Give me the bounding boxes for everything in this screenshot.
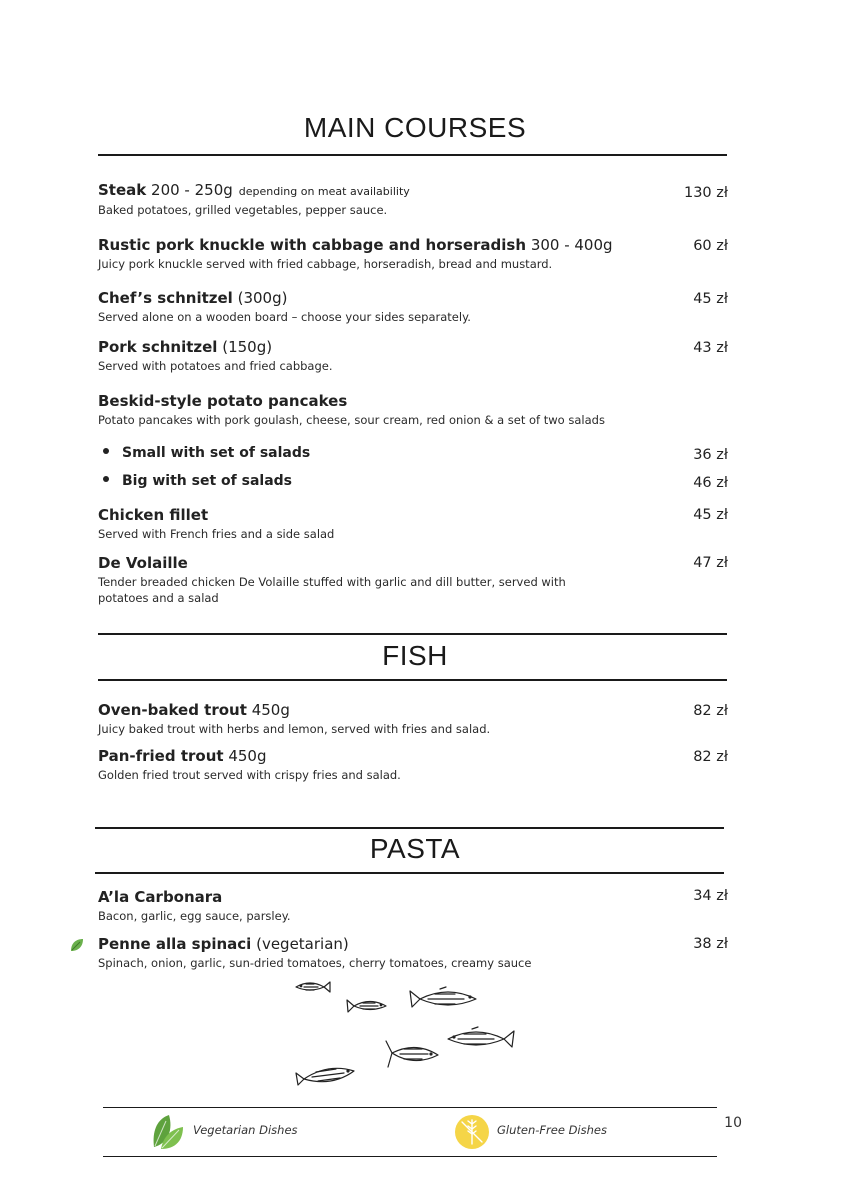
- legend-gluten-free-label: Gluten-Free Dishes: [497, 1123, 607, 1137]
- fish-icon: [296, 982, 330, 992]
- menu-item-pork-knuckle: [98, 236, 728, 272]
- item-size: 200 - 250g: [151, 181, 233, 199]
- section-title-pasta: PASTA: [369, 833, 461, 864]
- divider: [95, 827, 724, 829]
- page-number: 10: [724, 1115, 742, 1131]
- fish-icon: [448, 1027, 514, 1047]
- bullet-icon: [103, 476, 109, 482]
- section-title-fish: FISH: [382, 640, 448, 671]
- option-small: [98, 445, 728, 461]
- item-name: Pan-fried trout: [98, 747, 224, 765]
- bullet-icon: [103, 448, 109, 454]
- wheat-icon: [454, 1114, 490, 1150]
- item-description: Juicy pork knuckle served with fried cabbage, horseradish, bread and mustard.: [98, 257, 553, 271]
- option-price: 46 zł: [693, 475, 728, 491]
- leaf-icon: [151, 1113, 185, 1151]
- option-big: [98, 473, 728, 489]
- menu-item-chefs-schnitzel: [98, 289, 728, 325]
- menu-item-steak: [98, 181, 728, 218]
- item-name: Steak: [98, 181, 147, 199]
- item-name: Penne alla spinaci: [98, 935, 252, 953]
- item-price: 34 zł: [693, 888, 728, 904]
- divider: [103, 1156, 717, 1157]
- item-price: 45 zł: [693, 291, 728, 307]
- option-label: Big with set of salads: [122, 473, 292, 489]
- item-size: (vegetarian): [256, 935, 349, 953]
- menu-item-penne-alla-spinaci: [98, 935, 728, 971]
- item-description: Served with French fries and a side salad: [98, 527, 335, 541]
- divider: [98, 633, 727, 635]
- fish-icon: [296, 1068, 354, 1085]
- fish-illustration: [290, 975, 520, 1095]
- item-description: Juicy baked trout with herbs and lemon, served with fries and salad.: [98, 722, 491, 736]
- item-name: Pork schnitzel: [98, 338, 218, 356]
- option-label: Small with set of salads: [122, 445, 311, 461]
- legend-vegetarian-label: Vegetarian Dishes: [193, 1123, 298, 1137]
- item-price: 130 zł: [683, 185, 728, 201]
- divider: [98, 154, 727, 156]
- item-name: Rustic pork knuckle with cabbage and horseradish: [98, 236, 527, 254]
- item-size: 450g: [251, 701, 290, 719]
- item-description: Served alone on a wooden board – choose your sides separately.: [98, 310, 471, 324]
- menu-item-de-volaille: [98, 554, 728, 606]
- item-description: Spinach, onion, garlic, sun-dried tomatoes, cherry tomatoes, creamy sauce: [98, 956, 532, 970]
- menu-item-potato-pancakes: [98, 392, 728, 428]
- option-price: 36 zł: [693, 447, 728, 463]
- leaf-icon: [69, 937, 85, 953]
- menu-item-pork-schnitzel: [98, 338, 728, 374]
- item-description-line2: potatoes and a salad: [98, 591, 219, 605]
- item-name: Chef’s schnitzel: [98, 289, 233, 307]
- fish-icon: [386, 1041, 438, 1067]
- item-price: 38 zł: [693, 936, 728, 952]
- item-name: A’la Carbonara: [98, 888, 223, 906]
- fish-icon: [347, 1000, 386, 1012]
- section-title-main-courses: MAIN COURSES: [303, 112, 527, 143]
- item-price: 43 zł: [693, 340, 728, 356]
- menu-item-chicken-fillet: [98, 506, 728, 542]
- item-price: 82 zł: [693, 749, 728, 765]
- item-price: 82 zł: [693, 703, 728, 719]
- item-description: Tender breaded chicken De Volaille stuffed with garlic and dill butter, served with: [98, 575, 566, 589]
- item-name: De Volaille: [98, 554, 188, 572]
- divider: [95, 872, 724, 874]
- item-size: 300 - 400g: [530, 236, 613, 254]
- item-name: Oven-baked trout: [98, 701, 247, 719]
- item-size: (300g): [237, 289, 288, 307]
- fish-icon: [410, 987, 476, 1007]
- item-description: Served with potatoes and fried cabbage.: [98, 359, 333, 373]
- item-note: depending on meat availability: [238, 185, 410, 198]
- item-size: 450g: [228, 747, 267, 765]
- item-description: Golden fried trout served with crispy fries and salad.: [98, 768, 401, 782]
- item-name: Beskid-style potato pancakes: [98, 392, 348, 410]
- divider: [103, 1107, 717, 1108]
- menu-item-pan-fried-trout: [98, 747, 728, 783]
- item-description: Potato pancakes with pork goulash, cheese, sour cream, red onion & a set of two salads: [98, 413, 605, 427]
- item-name: Chicken fillet: [98, 506, 209, 524]
- item-price: 45 zł: [693, 507, 728, 523]
- divider: [98, 679, 727, 681]
- item-price: 47 zł: [693, 555, 728, 571]
- item-description: Bacon, garlic, egg sauce, parsley.: [98, 909, 291, 923]
- item-price: 60 zł: [693, 238, 728, 254]
- menu-item-oven-baked-trout: [98, 701, 728, 737]
- menu-item-carbonara: [98, 888, 728, 924]
- item-description: Baked potatoes, grilled vegetables, pepper sauce.: [98, 203, 388, 217]
- item-size: (150g): [222, 338, 273, 356]
